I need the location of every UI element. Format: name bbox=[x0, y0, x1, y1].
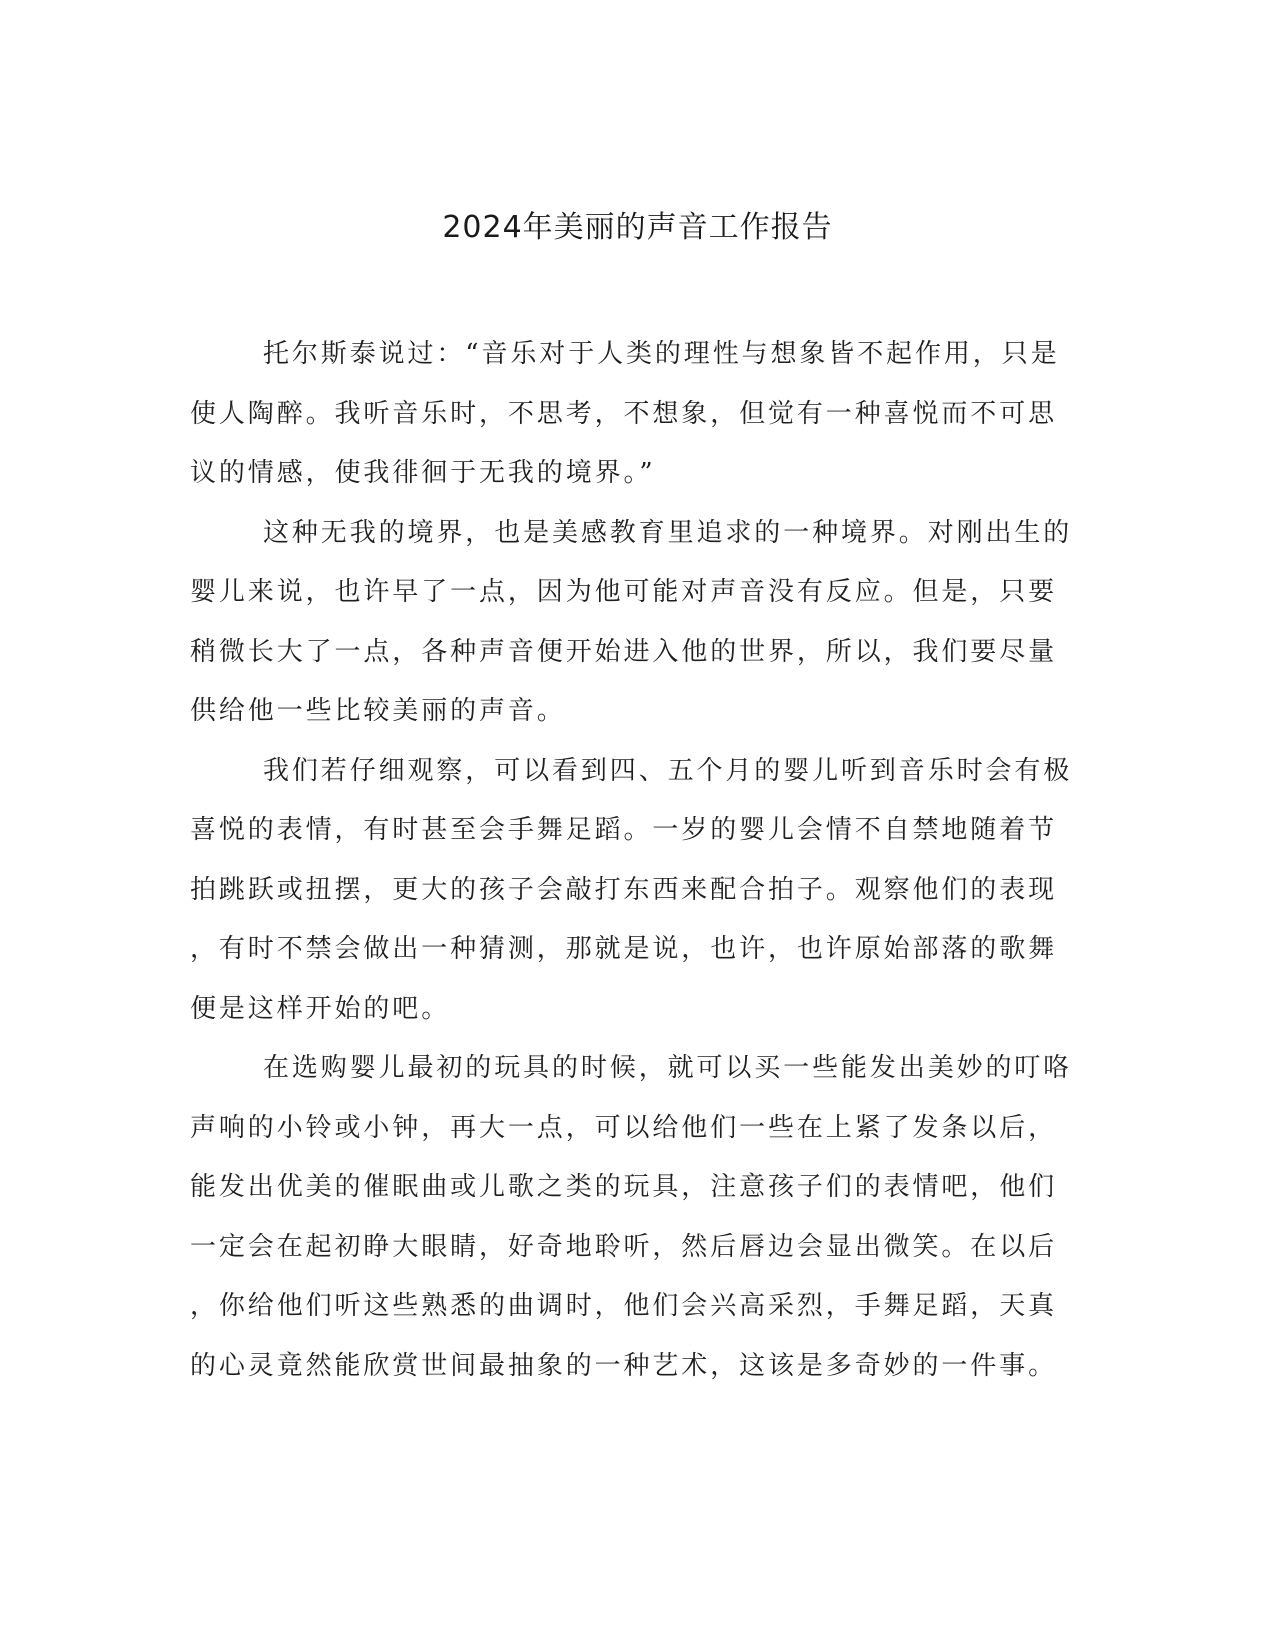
paragraph-4-line-4: 一定会在起初睁大眼睛，好奇地聆听，然后唇边会显出微笑。在以后 bbox=[190, 1231, 1058, 1262]
paragraph-2-line-4: 供给他一些比较美丽的声音。 bbox=[190, 696, 566, 726]
document-body bbox=[190, 325, 1088, 1396]
paragraph-3-line-3: 拍跳跃或扭摆，更大的孩子会敲打东西来配合拍子。观察他们的表现 bbox=[190, 874, 1058, 905]
paragraph-4-line-6: 的心灵竟然能欣赏世间最抽象的一种艺术，这该是多奇妙的一件事。 bbox=[190, 1350, 1058, 1381]
paragraph-4-line-2: 声响的小铃或小钟，再大一点，可以给他们一些在上紧了发条以后， bbox=[190, 1112, 1058, 1143]
paragraph-2-line-1: 这种无我的境界，也是美感教育里追求的一种境界。对刚出生的 bbox=[263, 517, 1073, 548]
paragraph-2-line-2: 婴儿来说，也许早了一点，因为他可能对声音没有反应。但是，只要 bbox=[190, 577, 1058, 607]
paragraph-3-line-1: 我们若仔细观察，可以看到四、五个月的婴儿听到音乐时会有极 bbox=[263, 755, 1073, 786]
document-title: 2024年美丽的声音工作报告 bbox=[442, 210, 833, 245]
paragraph-1-line-3: 议的情感，使我徘徊于无我的境界。” bbox=[190, 458, 656, 488]
paragraph-4-line-1: 在选购婴儿最初的玩具的时候，就可以买一些能发出美妙的叮咯 bbox=[263, 1053, 1073, 1083]
paragraph-4-line-5: ，你给他们听这些熟悉的曲调时，他们会兴高采烈，手舞足蹈，天真 bbox=[190, 1291, 1058, 1321]
paragraph-2-line-3: 稍微长大了一点，各种声音便开始进入他的世界，所以，我们要尽量 bbox=[190, 636, 1058, 667]
paragraph-4-line-3: 能发出优美的催眠曲或儿歌之类的玩具，注意孩子们的表情吧，他们 bbox=[190, 1172, 1058, 1202]
paragraph-3-line-2: 喜悦的表情，有时甚至会手舞足蹈。一岁的婴儿会情不自禁地随着节 bbox=[190, 815, 1058, 845]
paragraph-3-line-5: 便是这样开始的吧。 bbox=[190, 993, 451, 1024]
paragraph-3-line-4: ，有时不禁会做出一种猜测，那就是说，也许，也许原始部落的歌舞 bbox=[190, 934, 1058, 964]
paragraph-1-line-1: 托尔斯泰说过：“音乐对于人类的理性与想象皆不起作用，只是 bbox=[263, 339, 1060, 369]
paragraph-1-line-2: 使人陶醉。我听音乐时，不思考，不想象，但觉有一种喜悦而不可思 bbox=[190, 398, 1058, 429]
